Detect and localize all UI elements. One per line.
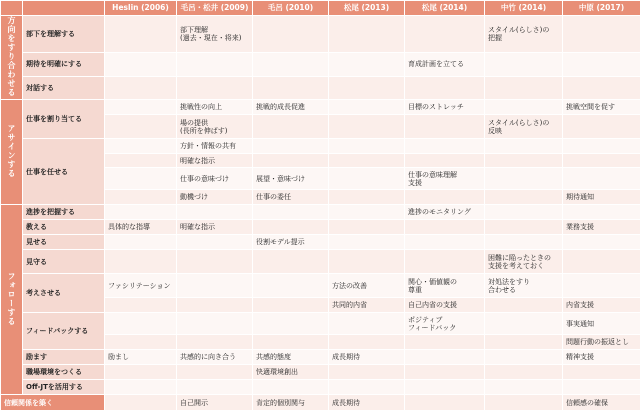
table-cell: [485, 205, 563, 220]
table-cell: [105, 77, 177, 100]
table-row: [1, 77, 640, 100]
table-cell: [105, 298, 177, 313]
table-cell: 肯定的個別関与: [253, 395, 329, 411]
table-cell: [253, 298, 329, 313]
table-row: [1, 250, 640, 274]
table-cell: [177, 77, 253, 100]
table-cell: [405, 16, 485, 53]
row-label: 部下を理解する: [23, 16, 105, 53]
table-cell: [177, 365, 253, 380]
row-label: Off-JTを活用する: [23, 380, 105, 395]
table-cell: [563, 365, 640, 380]
table-cell: [329, 205, 405, 220]
table-cell: [485, 298, 563, 313]
header-cell: 松尾 (2013): [329, 1, 405, 16]
header-cell: 松尾 (2014): [405, 1, 485, 16]
table-cell: [253, 205, 329, 220]
table-cell: [105, 139, 177, 154]
table-cell: 困難に陥ったときの 支援を考えておく: [485, 250, 563, 274]
row-label: 職場環境をつくる: [23, 365, 105, 380]
table-cell: 明確な指示: [177, 154, 253, 168]
table-cell: 仕事の意味づけ: [177, 168, 253, 190]
table-row: [1, 395, 640, 411]
header-cell: 中原 (2017): [563, 1, 640, 16]
table-cell: [485, 100, 563, 115]
row-label: 仕事を任せる: [23, 139, 105, 205]
table-cell: [405, 365, 485, 380]
table-cell: [253, 313, 329, 335]
table-cell: [485, 313, 563, 335]
table-cell: 方針・情報の共有: [177, 139, 253, 154]
table-cell: [105, 365, 177, 380]
table-cell: [329, 365, 405, 380]
group-label-align: 方向をすり合わせる: [1, 16, 23, 100]
table-cell: [563, 205, 640, 220]
table-cell: [405, 154, 485, 168]
table-cell: [563, 168, 640, 190]
table-cell: [329, 190, 405, 205]
table-cell: [405, 350, 485, 365]
table-cell: [253, 380, 329, 395]
table-cell: [563, 154, 640, 168]
table-cell: [329, 335, 405, 350]
table-cell: [485, 52, 563, 76]
table-cell: [105, 168, 177, 190]
table-cell: [563, 139, 640, 154]
table-cell: 動機づけ: [177, 190, 253, 205]
table-row: [1, 380, 640, 395]
header-cell: [1, 1, 23, 16]
table-cell: [177, 250, 253, 274]
table-cell: [485, 168, 563, 190]
table-cell: [485, 139, 563, 154]
table-cell: [405, 395, 485, 411]
table-cell: [485, 395, 563, 411]
table-cell: [485, 380, 563, 395]
table-cell: [105, 154, 177, 168]
row-label: 見守る: [23, 250, 105, 274]
header-row: [1, 1, 640, 16]
table-cell: [105, 205, 177, 220]
table-cell: [485, 350, 563, 365]
table-cell: 挑戦空間を促す: [563, 100, 640, 115]
table-cell: [329, 115, 405, 139]
header-cell: Heslin (2006): [105, 1, 177, 16]
table-cell: 具体的な指導: [105, 220, 177, 235]
table-row: [1, 235, 640, 250]
table-cell: [485, 154, 563, 168]
table-cell: [177, 335, 253, 350]
table-cell: 目標のストレッチ: [405, 100, 485, 115]
table-cell: [177, 52, 253, 76]
table-cell: 励まし: [105, 350, 177, 365]
table-cell: [177, 235, 253, 250]
table-cell: 快適環境創出: [253, 365, 329, 380]
header-cell: 毛呂・松井 (2009): [177, 1, 253, 16]
table-cell: [253, 77, 329, 100]
table-cell: [563, 16, 640, 53]
table-row: [1, 139, 640, 154]
table-cell: [485, 235, 563, 250]
table-row: [1, 313, 640, 335]
group-label-assign: アサインする: [1, 100, 23, 205]
table-cell: [329, 235, 405, 250]
row-label: フィードバックする: [23, 313, 105, 350]
row-label: 期待を明確にする: [23, 52, 105, 76]
table-cell: 業務支援: [563, 220, 640, 235]
table-cell: [563, 52, 640, 76]
table-cell: スタイル(らしさ)の 把握: [485, 16, 563, 53]
table-cell: [329, 16, 405, 53]
table-cell: 関心・価値観の 尊重: [405, 274, 485, 298]
table-cell: [485, 190, 563, 205]
table-cell: [405, 220, 485, 235]
table-cell: [105, 313, 177, 335]
header-cell: [23, 1, 105, 16]
table-cell: 問題行動の振返とし: [563, 335, 640, 350]
table-row: [1, 274, 640, 298]
table-cell: 挑戦性の向上: [177, 100, 253, 115]
table-cell: 場の提供 (長所を伸ばす): [177, 115, 253, 139]
table-cell: [563, 250, 640, 274]
table-cell: [177, 205, 253, 220]
table-cell: 成長期待: [329, 350, 405, 365]
table-cell: [105, 115, 177, 139]
table-cell: [329, 380, 405, 395]
table-cell: [405, 380, 485, 395]
table-cell: 自己開示: [177, 395, 253, 411]
table-cell: 方法の改善: [329, 274, 405, 298]
table-cell: [485, 77, 563, 100]
table-row: [1, 16, 640, 53]
table-cell: [329, 168, 405, 190]
table-cell: 部下理解 (過去・現在・将来): [177, 16, 253, 53]
table-cell: [105, 235, 177, 250]
table-cell: [485, 365, 563, 380]
table-cell: [177, 313, 253, 335]
header-cell: 毛呂 (2010): [253, 1, 329, 16]
table-cell: 内省支援: [563, 298, 640, 313]
table-cell: 挑戦的成長促進: [253, 100, 329, 115]
row-label: 進捗を把握する: [23, 205, 105, 220]
table-cell: [329, 154, 405, 168]
table-cell: [105, 335, 177, 350]
table-row: [1, 205, 640, 220]
table-cell: [329, 220, 405, 235]
table-cell: 仕事の委任: [253, 190, 329, 205]
table-cell: [563, 115, 640, 139]
table-cell: [329, 77, 405, 100]
table-cell: [253, 139, 329, 154]
table-cell: [177, 298, 253, 313]
table-cell: [329, 250, 405, 274]
table-cell: [253, 16, 329, 53]
table-cell: 共同的内省: [329, 298, 405, 313]
table-cell: 共感的に向き合う: [177, 350, 253, 365]
group-label-follow: フォローする: [1, 205, 23, 395]
table-cell: [253, 220, 329, 235]
table-cell: 明確な指示: [177, 220, 253, 235]
table-cell: [105, 16, 177, 53]
table-cell: [253, 154, 329, 168]
row-label: 仕事を割り当てる: [23, 100, 105, 139]
table-cell: 展望・意味づけ: [253, 168, 329, 190]
table-cell: 精神支援: [563, 350, 640, 365]
table-row: [1, 220, 640, 235]
table-cell: 期待通知: [563, 190, 640, 205]
table-cell: [405, 250, 485, 274]
table-cell: [405, 190, 485, 205]
table-cell: 育成計画を立てる: [405, 52, 485, 76]
table-cell: [253, 250, 329, 274]
row-label: 考えさせる: [23, 274, 105, 313]
table-row: [1, 100, 640, 115]
table-cell: [329, 313, 405, 335]
table-cell: [405, 77, 485, 100]
row-label: 対話する: [23, 77, 105, 100]
table-cell: スタイル(らしさ)の 反映: [485, 115, 563, 139]
table-cell: [405, 139, 485, 154]
table-cell: [563, 235, 640, 250]
table-cell: ファシリテーション: [105, 274, 177, 298]
row-label: 教える: [23, 220, 105, 235]
table-row: [1, 365, 640, 380]
table-cell: 対処法をすり 合わせる: [485, 274, 563, 298]
table-cell: [329, 52, 405, 76]
table-cell: [563, 77, 640, 100]
table-cell: [405, 115, 485, 139]
table-cell: 成長期待: [329, 395, 405, 411]
table-cell: [105, 380, 177, 395]
table-cell: 信頼感の確保: [563, 395, 640, 411]
table-cell: 役割モデル提示: [253, 235, 329, 250]
table-cell: [105, 190, 177, 205]
table-row: [1, 350, 640, 365]
table-cell: [563, 380, 640, 395]
table-cell: [329, 100, 405, 115]
table-cell: [485, 220, 563, 235]
table-cell: 事実通知: [563, 313, 640, 335]
row-label: 見せる: [23, 235, 105, 250]
row-label-trust: 信頼関係を築く: [1, 395, 105, 411]
table-cell: [563, 274, 640, 298]
table-cell: [253, 52, 329, 76]
table-cell: [405, 235, 485, 250]
table-cell: 仕事の意味理解 支援: [405, 168, 485, 190]
table-row: [1, 52, 640, 76]
table-cell: [485, 335, 563, 350]
table-cell: [105, 52, 177, 76]
table-cell: [329, 139, 405, 154]
table-cell: [105, 100, 177, 115]
table-cell: [253, 335, 329, 350]
table-cell: 共感的態度: [253, 350, 329, 365]
table-cell: 進捗のモニタリング: [405, 205, 485, 220]
table-cell: [105, 395, 177, 411]
header-cell: 中竹 (2014): [485, 1, 563, 16]
table-cell: 自己内省の支援: [405, 298, 485, 313]
table-cell: [105, 250, 177, 274]
table-cell: ポジティブ フィードバック: [405, 313, 485, 335]
table-cell: [177, 380, 253, 395]
table-cell: [405, 335, 485, 350]
table-cell: [253, 274, 329, 298]
row-label: 励ます: [23, 350, 105, 365]
table-cell: [253, 115, 329, 139]
table-cell: [177, 274, 253, 298]
